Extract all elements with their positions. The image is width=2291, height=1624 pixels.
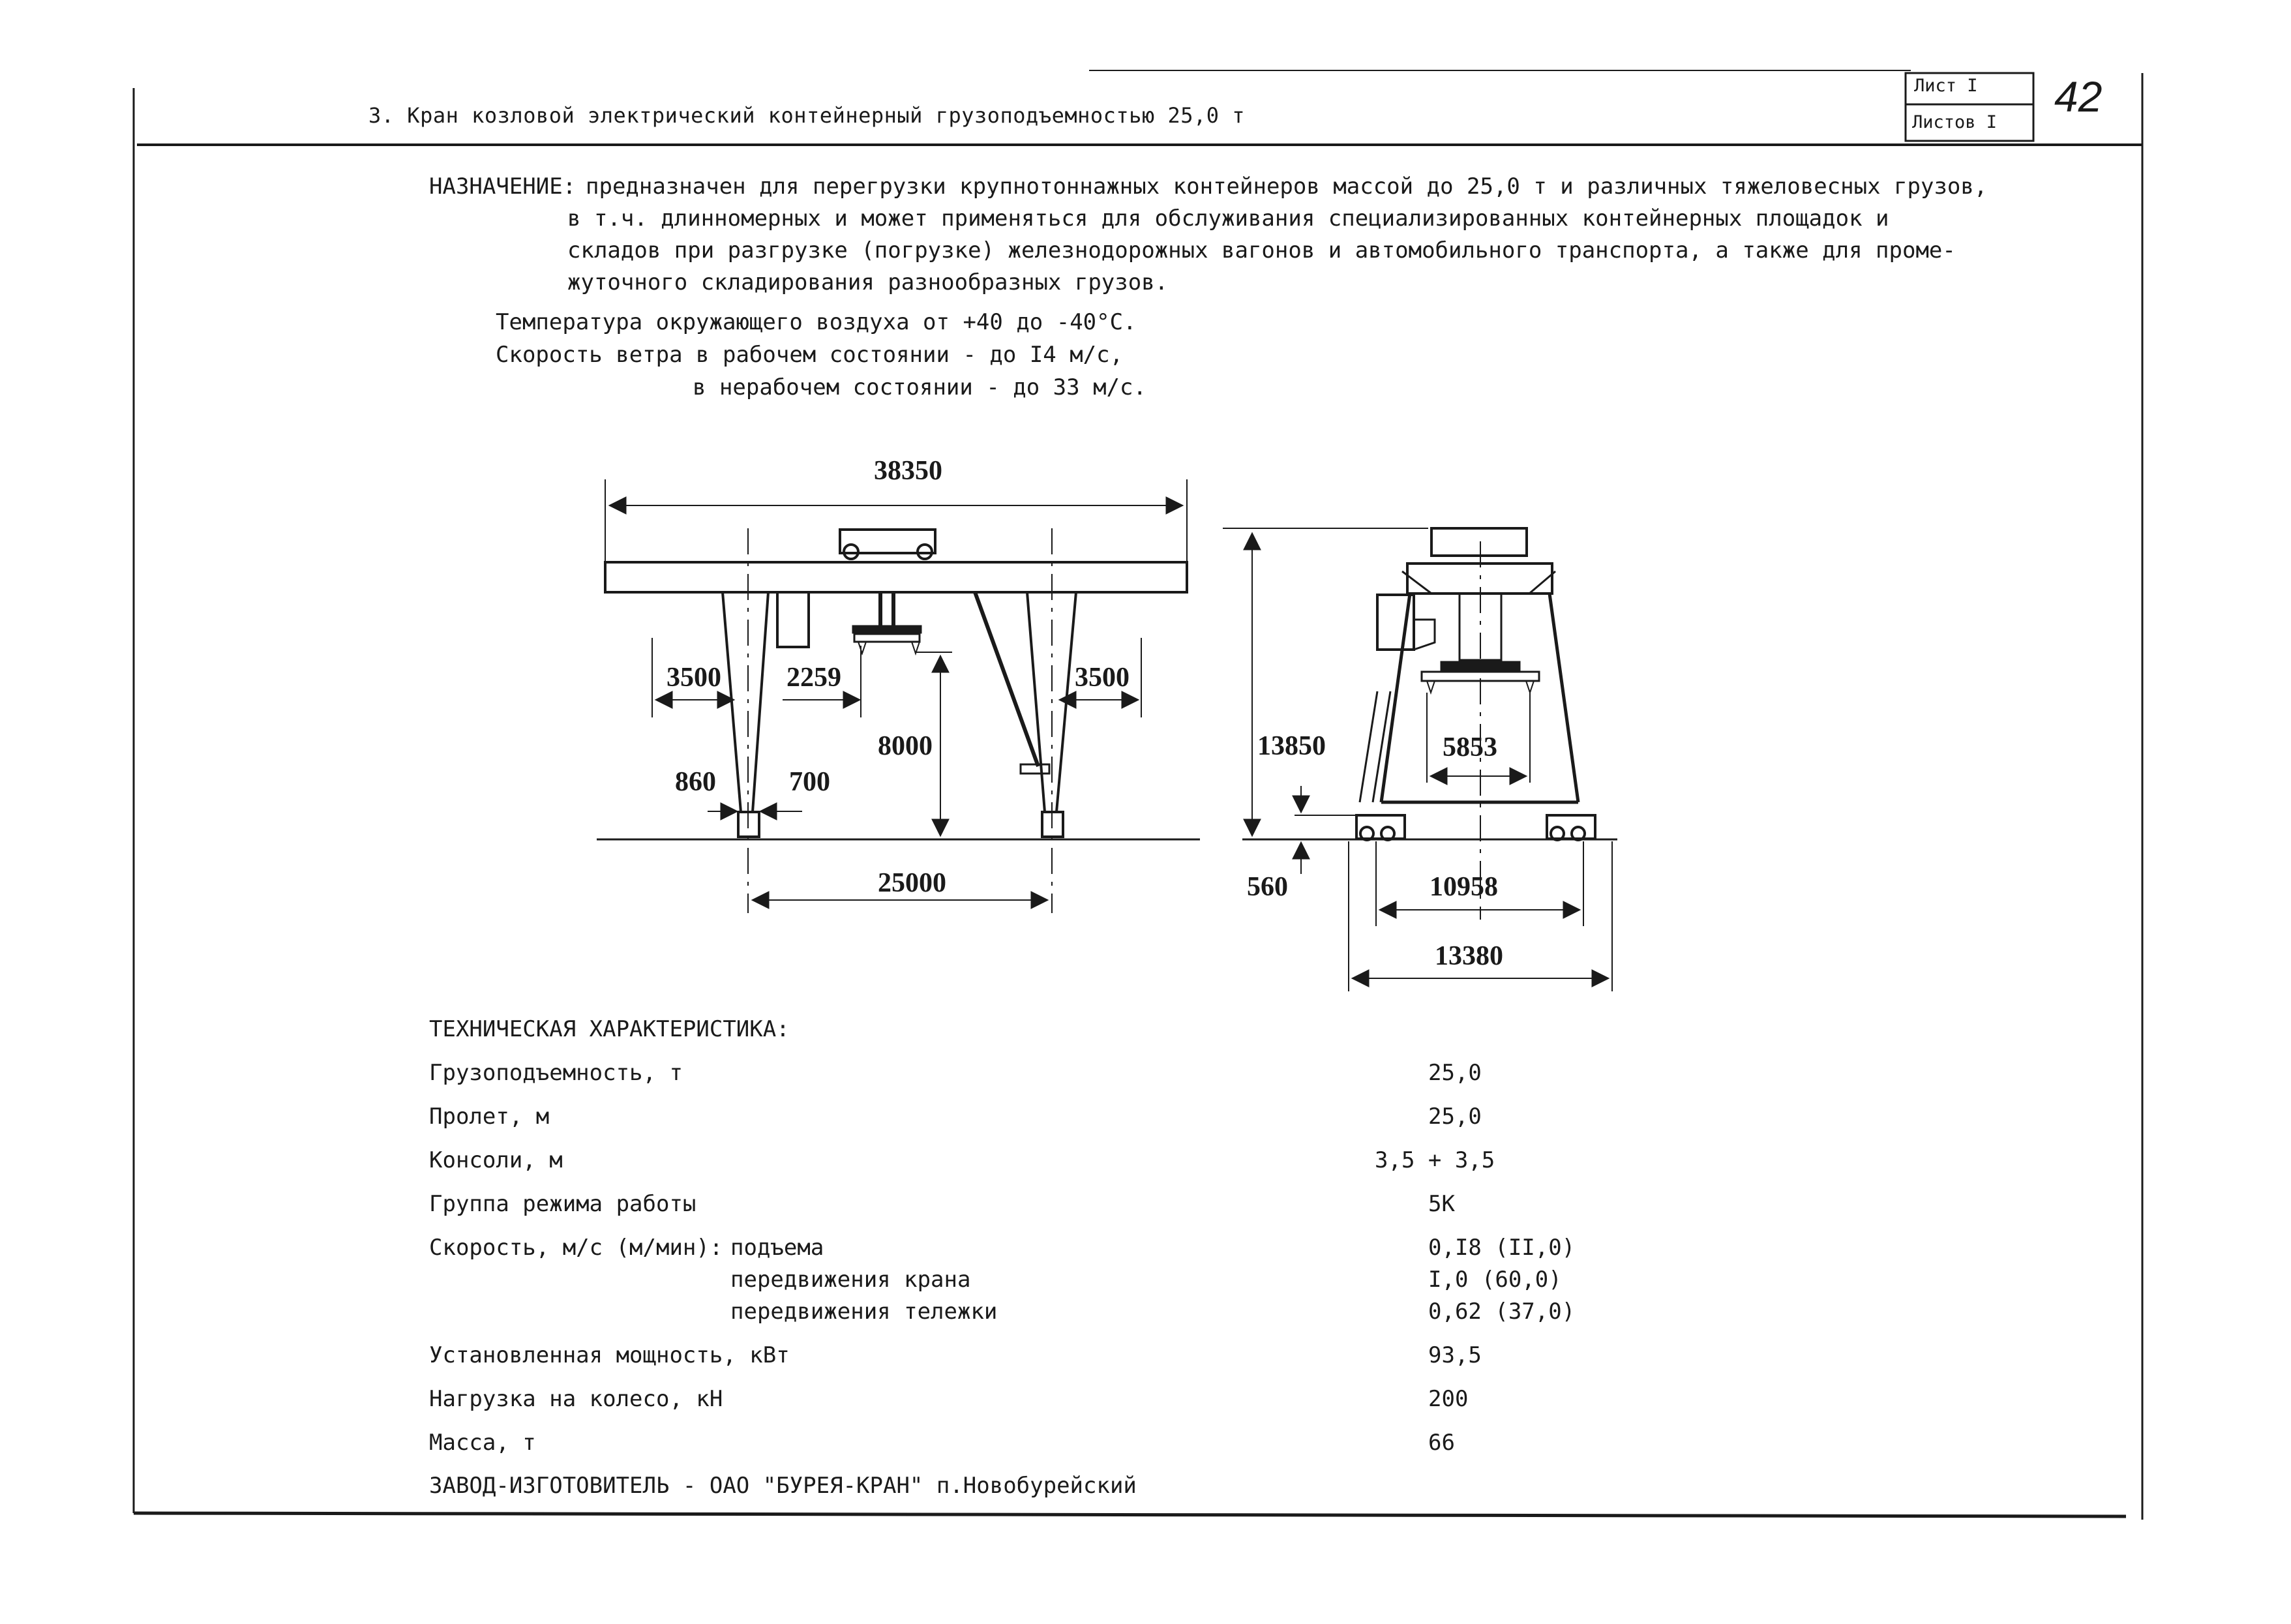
front-view bbox=[597, 479, 1200, 913]
purpose-line-4: жуточного складирования разнообразных грузов. bbox=[567, 269, 1169, 295]
dim-leg-base-left: 860 bbox=[675, 767, 716, 797]
spec-label: Грузоподъемность, т bbox=[429, 1060, 683, 1086]
sheets-count-label: Листов I bbox=[1912, 112, 1998, 132]
spec-value: 25,0 bbox=[1428, 1104, 1482, 1130]
dim-trolley-offset: 2259 bbox=[786, 663, 841, 693]
dim-wheel-base: 10958 bbox=[1430, 872, 1498, 902]
speed-label: Скорость, м/с (м/мин): bbox=[429, 1235, 723, 1261]
purpose-line-2: в т.ч. длинномерных и может применяться для обслуживания специализированных контейнерных площадок и bbox=[567, 205, 1889, 232]
sheet-label: Лист I bbox=[1914, 76, 1978, 96]
speed-item-label: подъема bbox=[730, 1235, 824, 1261]
spec-label: Масса, т bbox=[429, 1430, 536, 1456]
main-girder bbox=[605, 562, 1187, 592]
speed-item-value: 0,62 (37,0) bbox=[1428, 1299, 1576, 1325]
spec-value: 5К bbox=[1428, 1191, 1455, 1217]
spec-value: 200 bbox=[1428, 1386, 1469, 1412]
speed-item-label: передвижения тележки bbox=[730, 1299, 998, 1325]
dim-span: 25000 bbox=[878, 868, 946, 898]
dim-total-height: 13850 bbox=[1257, 731, 1326, 761]
specs-heading: ТЕХНИЧЕСКАЯ ХАРАКТЕРИСТИКА: bbox=[429, 1016, 790, 1042]
spreader bbox=[854, 634, 920, 642]
page-title: 3. Кран козловой электрический контейнерный грузоподъемностью 25,0 т bbox=[368, 103, 1246, 128]
spec-value: 93,5 bbox=[1428, 1342, 1482, 1368]
speed-item-label: передвижения крана bbox=[730, 1267, 971, 1293]
purpose-line-1: предназначен для перегрузки крупнотоннажных контейнеров массой до 25,0 т и различных тяжеловесных грузов, bbox=[586, 173, 1988, 200]
spec-label: Установленная мощность, кВт bbox=[429, 1342, 790, 1368]
purpose-line-3: складов при разгрузке (погрузке) железнодорожных вагонов и автомобильного транспорта, а также для проме- bbox=[567, 237, 1956, 263]
spec-label: Группа режима работы bbox=[429, 1191, 696, 1217]
dim-left-console: 3500 bbox=[666, 663, 721, 693]
left-leg bbox=[723, 592, 768, 812]
spec-value: 25,0 bbox=[1428, 1060, 1482, 1086]
spec-label: Пролет, м bbox=[429, 1104, 550, 1130]
dim-leg-base-right: 700 bbox=[789, 767, 830, 797]
dim-right-console: 3500 bbox=[1075, 663, 1130, 693]
wind-working-text: Скорость ветра в рабочем состоянии - до I4 м/с, bbox=[496, 342, 1124, 368]
dim-overall-length: 38350 bbox=[874, 456, 942, 486]
dim-overall-width: 13380 bbox=[1435, 941, 1503, 971]
dim-lift-height: 8000 bbox=[878, 731, 933, 761]
speed-item-value: I,0 (60,0) bbox=[1428, 1267, 1562, 1293]
trolley bbox=[840, 530, 935, 553]
temperature-text: Температура окружающего воздуха от +40 до -40°С. bbox=[496, 309, 1137, 335]
dim-rail-height: 560 bbox=[1247, 872, 1288, 902]
wind-nonworking-text: в нерабочем состоянии - до 33 м/с. bbox=[693, 374, 1146, 400]
spec-value: 3,5 + 3,5 bbox=[1375, 1147, 1495, 1173]
operator-cab bbox=[777, 592, 809, 647]
spec-value: 66 bbox=[1428, 1430, 1455, 1456]
frame-bottom-border bbox=[134, 1513, 2126, 1516]
spec-label: Нагрузка на колесо, кН bbox=[429, 1386, 723, 1412]
page-number: 42 bbox=[2054, 72, 2103, 121]
purpose-label: НАЗНАЧЕНИЕ: bbox=[429, 173, 576, 200]
dim-spreader-width: 5853 bbox=[1443, 732, 1497, 762]
speed-item-value: 0,I8 (II,0) bbox=[1428, 1235, 1576, 1261]
spec-label: Консоли, м bbox=[429, 1147, 563, 1173]
manufacturer-line: ЗАВОД-ИЗГОТОВИТЕЛЬ - ОАО "БУРЕЯ-КРАН" п.Новобурейский bbox=[429, 1473, 1137, 1499]
